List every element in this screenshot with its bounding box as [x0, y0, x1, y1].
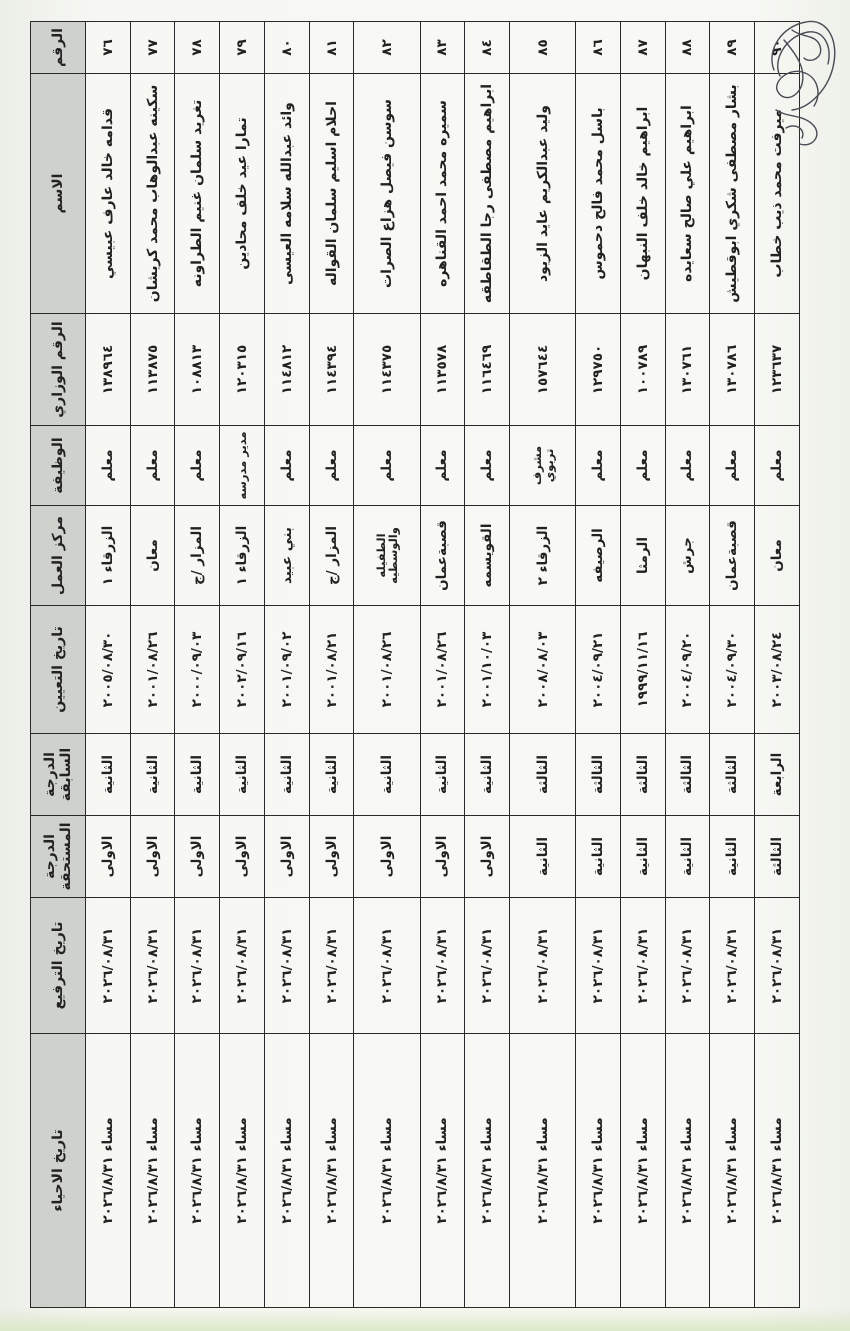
cell-prev-grade: الثانية	[175, 734, 220, 816]
cell-prev-grade: الثالثة	[576, 734, 621, 816]
cell-num: ٨٢	[354, 22, 420, 74]
cell-promo-date: ٢٠٢٦/٠٨/٣١	[175, 898, 220, 1034]
cell-appoint-date: ٢٠٠٢/٠٩/١٦	[220, 606, 265, 734]
cell-due-grade: الاولى	[220, 816, 265, 898]
cell-retire-date: مساء ٢٠٢٦/٨/٣١	[665, 1034, 710, 1308]
table-row	[264, 22, 309, 1308]
cell-work-center: الرمثا	[620, 506, 665, 606]
cell-retire-date: مساء ٢٠٢٦/٨/٣١	[510, 1034, 576, 1308]
rotated-table-wrapper	[30, 22, 800, 1308]
cell-due-grade: الاولى	[264, 816, 309, 898]
cell-ministry-no: ١١٣٨٧٥	[130, 314, 175, 426]
cell-work-center: الزرقاء ١	[220, 506, 265, 606]
cell-work-center: معان	[755, 506, 800, 606]
cell-num: ٨٤	[465, 22, 510, 74]
table-row	[86, 22, 131, 1308]
cell-promo-date: ٢٠٢٦/٠٨/٣١	[309, 898, 354, 1034]
cell-prev-grade: الثانية	[86, 734, 131, 816]
cell-num: ٨٠	[264, 22, 309, 74]
cell-name: احلام اسليم سلمان القواله	[309, 74, 354, 314]
cell-job: مشرف تربوي	[510, 426, 576, 506]
cell-prev-grade: الرابعة	[755, 734, 800, 816]
cell-name: ابراهيم علي صالح سعايده	[665, 74, 710, 314]
cell-promo-date: ٢٠٢٦/٠٨/٣١	[576, 898, 621, 1034]
cell-prev-grade: الثانية	[420, 734, 465, 816]
table-body	[86, 22, 800, 1308]
cell-prev-grade: الثانية	[264, 734, 309, 816]
cell-num: ٨٣	[420, 22, 465, 74]
cell-retire-date: مساء ٢٠٢٦/٨/٣١	[175, 1034, 220, 1308]
cell-ministry-no: ١٣٨٩٦٤	[86, 314, 131, 426]
cell-prev-grade: الثانية	[220, 734, 265, 816]
cell-job: معلم	[264, 426, 309, 506]
cell-num: ٧٧	[130, 22, 175, 74]
cell-name: وائد عبدالله سلامه العيسى	[264, 74, 309, 314]
cell-job: معلم	[130, 426, 175, 506]
cell-due-grade: الاولى	[309, 816, 354, 898]
table-row	[130, 22, 175, 1308]
cell-prev-grade: الثانية	[130, 734, 175, 816]
cell-num: ٧٦	[86, 22, 131, 74]
col-header-appoint-date: تاريخ التعيين	[31, 606, 86, 734]
cell-promo-date: ٢٠٢٦/٠٨/٣١	[264, 898, 309, 1034]
col-header-retire-date: تاريخ الاحياء	[31, 1034, 86, 1308]
cell-retire-date: مساء ٢٠٢٦/٨/٣١	[220, 1034, 265, 1308]
table-row	[665, 22, 710, 1308]
cell-promo-date: ٢٠٢٦/٠٨/٣١	[354, 898, 420, 1034]
cell-name: سوسن فيصل هزاع الصرات	[354, 74, 420, 314]
table-row	[220, 22, 265, 1308]
cell-retire-date: مساء ٢٠٢٦/٨/٣١	[576, 1034, 621, 1308]
cell-num: ٩٠	[755, 22, 800, 74]
cell-promo-date: ٢٠٢٦/٠٨/٣١	[665, 898, 710, 1034]
cell-work-center: الرصيفه	[576, 506, 621, 606]
table-row	[576, 22, 621, 1308]
cell-job: مدير مدرسه	[220, 426, 265, 506]
cell-prev-grade: الثالثة	[510, 734, 576, 816]
promotion-table	[30, 21, 800, 1308]
col-header-due-grade: الدرجة المستحقة	[31, 816, 86, 898]
cell-promo-date: ٢٠٢٦/٠٨/٣١	[86, 898, 131, 1034]
cell-work-center: معان	[130, 506, 175, 606]
cell-appoint-date: ٢٠٠١/٠٨/٢٦	[420, 606, 465, 734]
cell-num: ٨٥	[510, 22, 576, 74]
cell-due-grade: الثانية	[510, 816, 576, 898]
cell-job: معلم	[309, 426, 354, 506]
cell-appoint-date: ٢٠٠٣/٠٨/٢٤	[755, 606, 800, 734]
cell-name: باسل محمد فالح دحموس	[576, 74, 621, 314]
cell-promo-date: ٢٠٢٦/٠٨/٣١	[620, 898, 665, 1034]
cell-prev-grade: الثالثة	[665, 734, 710, 816]
table-row	[309, 22, 354, 1308]
cell-job: معلم	[755, 426, 800, 506]
cell-num: ٧٨	[175, 22, 220, 74]
cell-promo-date: ٢٠٢٦/٠٨/٣١	[755, 898, 800, 1034]
cell-appoint-date: ٢٠٠٤/٠٩/٣٠	[710, 606, 755, 734]
cell-job: معلم	[465, 426, 510, 506]
table-row	[354, 22, 420, 1308]
cell-retire-date: مساء ٢٠٢٦/٨/٣١	[710, 1034, 755, 1308]
col-header-ministry-no: الرقم الوزاري	[31, 314, 86, 426]
cell-ministry-no: ١٥٧٦٤٤	[510, 314, 576, 426]
cell-retire-date: مساء ٢٠٢٦/٨/٣١	[86, 1034, 131, 1308]
cell-retire-date: مساء ٢٠٢٦/٨/٣١	[465, 1034, 510, 1308]
cell-ministry-no: ١٠٠٧٨٩	[620, 314, 665, 426]
cell-due-grade: الاولى	[130, 816, 175, 898]
cell-name: تمارا عيد خلف محادين	[220, 74, 265, 314]
cell-appoint-date: ٢٠٠١/١٠/٠٣	[465, 606, 510, 734]
cell-work-center: بني عبيد	[264, 506, 309, 606]
cell-job: معلم	[710, 426, 755, 506]
cell-retire-date: مساء ٢٠٢٦/٨/٣١	[264, 1034, 309, 1308]
cell-appoint-date: ١٩٩٩/١١/١٦	[620, 606, 665, 734]
cell-work-center: قصبةعمان	[710, 506, 755, 606]
cell-appoint-date: ٢٠٠١/٠٨/٢٦	[354, 606, 420, 734]
cell-appoint-date: ٢٠٠١/٠٨/٢١	[309, 606, 354, 734]
cell-due-grade: الاولى	[420, 816, 465, 898]
cell-appoint-date: ٢٠٠١/٠٨/٢٦	[130, 606, 175, 734]
cell-prev-grade: الثانية	[354, 734, 420, 816]
cell-retire-date: مساء ٢٠٢٦/٨/٣١	[309, 1034, 354, 1308]
cell-name: تغريد سلمان غنيم الطراونه	[175, 74, 220, 314]
cell-ministry-no: ١١٤٨١٢	[264, 314, 309, 426]
col-header-num: الرقم	[31, 22, 86, 74]
cell-prev-grade: الثالثة	[620, 734, 665, 816]
cell-due-grade: الثانية	[665, 816, 710, 898]
cell-prev-grade: الثالثة	[710, 734, 755, 816]
cell-name: سميره محمد احمد القناهره	[420, 74, 465, 314]
cell-promo-date: ٢٠٢٦/٠٨/٣١	[220, 898, 265, 1034]
page-edge-shadow	[0, 1307, 850, 1331]
cell-promo-date: ٢٠٢٦/٠٨/٣١	[130, 898, 175, 1034]
table-row	[420, 22, 465, 1308]
cell-work-center: جرش	[665, 506, 710, 606]
cell-ministry-no: ١١٤٣٩٤	[309, 314, 354, 426]
cell-work-center: القويسمه	[465, 506, 510, 606]
table-row	[710, 22, 755, 1308]
cell-prev-grade: الثانية	[309, 734, 354, 816]
table-row	[175, 22, 220, 1308]
cell-ministry-no: ١٣٠٧٨٦	[710, 314, 755, 426]
cell-name: ابراهيم خالد خلف النبهان	[620, 74, 665, 314]
cell-name: ابراهيم مصطفى رجا الطقاطقه	[465, 74, 510, 314]
cell-appoint-date: ٢٠٠٤/٠٩/٢١	[576, 606, 621, 734]
cell-ministry-no: ١٢٠٣١٥	[220, 314, 265, 426]
cell-work-center: الزرقاء ١	[86, 506, 131, 606]
table-row	[510, 22, 576, 1308]
cell-promo-date: ٢٠٢٦/٠٨/٣١	[510, 898, 576, 1034]
cell-ministry-no: ١١٣٥٧٨	[420, 314, 465, 426]
cell-num: ٨٨	[665, 22, 710, 74]
cell-retire-date: مساء ٢٠٢٦/٨/٣١	[755, 1034, 800, 1308]
cell-job: معلم	[86, 426, 131, 506]
cell-ministry-no: ١٣٠٧٦١	[665, 314, 710, 426]
cell-appoint-date: ٢٠٠٠/٠٩/٠٣	[175, 606, 220, 734]
cell-due-grade: الثالثة	[755, 816, 800, 898]
cell-job: معلم	[665, 426, 710, 506]
cell-work-center: قصبةعمان	[420, 506, 465, 606]
cell-due-grade: الاولى	[354, 816, 420, 898]
cell-name: قدامه خالد عارف عبيسي	[86, 74, 131, 314]
cell-job: معلم	[620, 426, 665, 506]
cell-name: وليد عبدالكريم عايد الزيود	[510, 74, 576, 314]
cell-num: ٨٩	[710, 22, 755, 74]
cell-ministry-no: ١٠٨٨١٣	[175, 314, 220, 426]
cell-work-center: المزار /ج	[175, 506, 220, 606]
cell-appoint-date: ٢٠٠٥/٠٨/٣٠	[86, 606, 131, 734]
cell-ministry-no: ١٢٣٦٣٧	[755, 314, 800, 426]
cell-promo-date: ٢٠٢٦/٠٨/٣١	[465, 898, 510, 1034]
cell-name: بشار مصطفى شكري ابوقطيش	[710, 74, 755, 314]
signature-stamp-icon	[762, 10, 842, 160]
cell-appoint-date: ٢٠٠٤/٠٩/٢٠	[665, 606, 710, 734]
cell-num: ٨١	[309, 22, 354, 74]
cell-work-center: الطفيله والوسطيه	[354, 506, 420, 606]
cell-promo-date: ٢٠٢٦/٠٨/٣١	[420, 898, 465, 1034]
col-header-name: الاسم	[31, 74, 86, 314]
cell-due-grade: الاولى	[175, 816, 220, 898]
cell-appoint-date: ٢٠٠٨/٠٨/٠٣	[510, 606, 576, 734]
col-header-prev-grade: الدرجة السابقة	[31, 734, 86, 816]
cell-retire-date: مساء ٢٠٢٦/٨/٣١	[354, 1034, 420, 1308]
cell-retire-date: مساء ٢٠٢٦/٨/٣١	[130, 1034, 175, 1308]
cell-ministry-no: ١١٦٤٦٩	[465, 314, 510, 426]
cell-retire-date: مساء ٢٠٢٦/٨/٣١	[620, 1034, 665, 1308]
col-header-work-center: مركز العمل	[31, 506, 86, 606]
col-header-promo-date: تاريخ الترفيع	[31, 898, 86, 1034]
cell-ministry-no: ١١٤٣٧٥	[354, 314, 420, 426]
header-row	[31, 22, 86, 1308]
cell-num: ٨٦	[576, 22, 621, 74]
cell-job: معلم	[420, 426, 465, 506]
cell-due-grade: الثانية	[620, 816, 665, 898]
cell-appoint-date: ٢٠٠١/٠٩/٠٢	[264, 606, 309, 734]
cell-due-grade: الثانية	[710, 816, 755, 898]
cell-retire-date: مساء ٢٠٢٦/٨/٣١	[420, 1034, 465, 1308]
cell-due-grade: الاولى	[465, 816, 510, 898]
cell-promo-date: ٢٠٢٦/٠٨/٣١	[710, 898, 755, 1034]
cell-job: معلم	[175, 426, 220, 506]
cell-ministry-no: ١٢٩٧٥٠	[576, 314, 621, 426]
cell-prev-grade: الثانية	[465, 734, 510, 816]
cell-num: ٧٩	[220, 22, 265, 74]
table-row	[620, 22, 665, 1308]
cell-due-grade: الاولى	[86, 816, 131, 898]
col-header-job: الوظيفة	[31, 426, 86, 506]
cell-work-center: الزرقاء ٢	[510, 506, 576, 606]
cell-due-grade: الثانية	[576, 816, 621, 898]
table-row	[465, 22, 510, 1308]
cell-job: معلم	[576, 426, 621, 506]
cell-name: ميرفت محمد ذيب خطاب	[755, 74, 800, 314]
table-row	[755, 22, 800, 1308]
cell-job: معلم	[354, 426, 420, 506]
cell-work-center: المزار /ج	[309, 506, 354, 606]
cell-num: ٨٧	[620, 22, 665, 74]
cell-name: سكينه عبدالوهاب محمد كريشان	[130, 74, 175, 314]
